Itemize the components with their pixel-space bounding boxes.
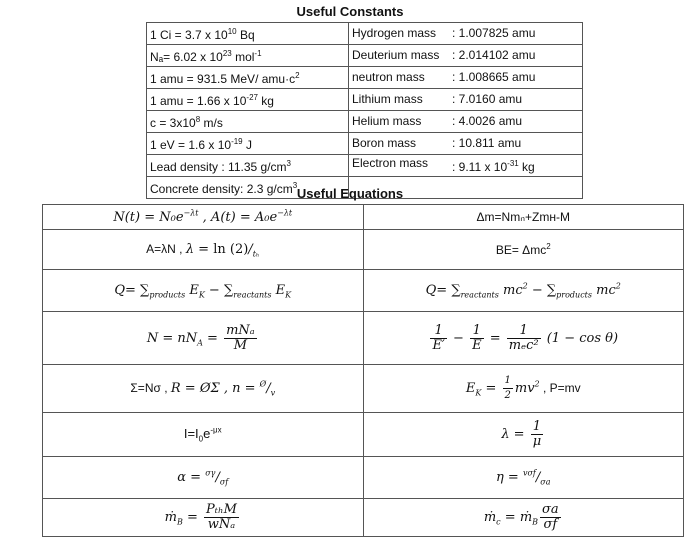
mass-flow-c-cell: ṁ$_c$ = ṁ$_B$ $\frac{\sigma a}{\sigma f}$	[363, 499, 684, 537]
mass-name: neutron mass	[352, 70, 425, 84]
mass-amount: : 2.014102 amu	[452, 48, 536, 62]
equation-row	[43, 312, 684, 365]
mass-amount: : 9.11 x $10^{-31}$ kg	[452, 159, 535, 174]
mass-value	[349, 111, 583, 133]
mean-free-path-cell: λ = $\frac{1}{\mu}$	[363, 413, 684, 457]
mass-flow-b-cell: ṁ$_B$ = $\frac{\text{PₜₕM}}{\text{wNₐ}}$	[43, 499, 364, 537]
constant-definition: $c = 3x10^8$ m/s	[147, 111, 349, 133]
constant-row	[147, 67, 583, 89]
equation-row	[43, 413, 684, 457]
mass-amount: : 7.0160 amu	[452, 92, 523, 106]
q-value-kinetic-cell: $Q= \sum_{products}$ $E_K - \sum_{reactants}$ $E_K$	[43, 270, 364, 312]
mass-value	[349, 89, 583, 111]
mass-value	[349, 133, 583, 155]
kinetic-energy-cell: $E_K$ = $\frac{1}{2}$ $mv^2$ , P=mv	[363, 365, 684, 413]
mass-name: Boron mass	[352, 136, 417, 150]
mass-value	[349, 23, 583, 45]
constant-row	[147, 45, 583, 67]
constant-row	[147, 23, 583, 45]
mass-value	[349, 45, 583, 67]
constant-definition: Concrete density: 2.3 $g/cm^3$	[147, 177, 349, 199]
constant-definition: Lead density : 11.35 $g/cm^3$	[147, 155, 349, 177]
constant-definition: 1 eV = 1.6 x $10^{-19}$ J	[147, 133, 349, 155]
alpha-ratio-cell: $\alpha = ^{\sigma\gamma}/_{\sigma f}$	[43, 457, 364, 499]
compton-cell: $\frac{1}{E'}$ − $\frac{1}{E}$ = $\frac{1}{\text{mₑc²}}$ (1 − cos θ)	[363, 312, 684, 365]
constant-row	[147, 111, 583, 133]
equation-row	[43, 270, 684, 312]
mass-amount: : 10.811 amu	[452, 136, 522, 150]
mass-name: Lithium mass	[352, 92, 423, 106]
mass-name: Deuterium mass	[352, 48, 440, 62]
mass-name: Helium mass	[352, 114, 422, 128]
mass-name: Hydrogen mass	[352, 26, 437, 40]
mass-amount: : 1.008665 amu	[452, 70, 536, 84]
mass-name: Electron mass	[352, 156, 429, 170]
constant-definition: Nₐ= 6.02 x $10^{23}$ mol$^{-1}$	[147, 45, 349, 67]
mass-value	[349, 155, 583, 177]
q-value-mass-cell: $Q= \sum_{reactants}$ $mc^2 - \sum_{products}$ $mc^2$	[363, 270, 684, 312]
mass-value	[349, 67, 583, 89]
equation-row	[43, 499, 684, 537]
mass-defect-cell: Δm=Nmₙ+Zmʜ-M	[363, 205, 684, 230]
constant-row	[147, 89, 583, 111]
activity-cell: A=λN , $\lambda = \ln (2)/_{t_h}$	[43, 230, 364, 270]
eta-cell: $\eta = ^{v\sigma f}/_{\sigma a}$	[363, 457, 684, 499]
equation-row	[43, 365, 684, 413]
binding-energy-cell: BE= Δmc$^2$	[363, 230, 684, 270]
mass-amount: : 4.0026 amu	[452, 114, 523, 128]
decay-law-cell: $N(t) = N_0e^{-\lambda t}$ , $A(t) = A_0e^{-\lambda t}$	[43, 205, 364, 230]
attenuation-cell: $I=I_0e^{-\mu x}$	[43, 413, 364, 457]
equation-row	[43, 457, 684, 499]
constants-title: Useful Constants	[296, 4, 404, 19]
number-density-cell: $N = nN_A$ = $\frac{\text{mNₐ}}{M}$	[43, 312, 364, 365]
constant-definition: 1 amu = 1.66 x $10^{-27}$ kg	[147, 89, 349, 111]
constant-definition: 1 Ci = 3.7 x $10^{10}$ Bq	[147, 23, 349, 45]
constant-row	[147, 155, 583, 177]
equation-row	[43, 205, 684, 230]
mass-amount: : 1.007825 amu	[452, 26, 536, 40]
constant-definition: 1 amu = 931.5 MeV/ $amu\cdot c^2$	[147, 67, 349, 89]
equation-row	[43, 230, 684, 270]
constants-table	[146, 22, 583, 199]
equations-table	[42, 204, 684, 537]
equations-title: Useful Equations	[296, 186, 404, 201]
macroscopic-xs-cell: Σ=Nσ , R = ØΣ , $n = ^Ø/_v$	[43, 365, 364, 413]
constant-row	[147, 133, 583, 155]
